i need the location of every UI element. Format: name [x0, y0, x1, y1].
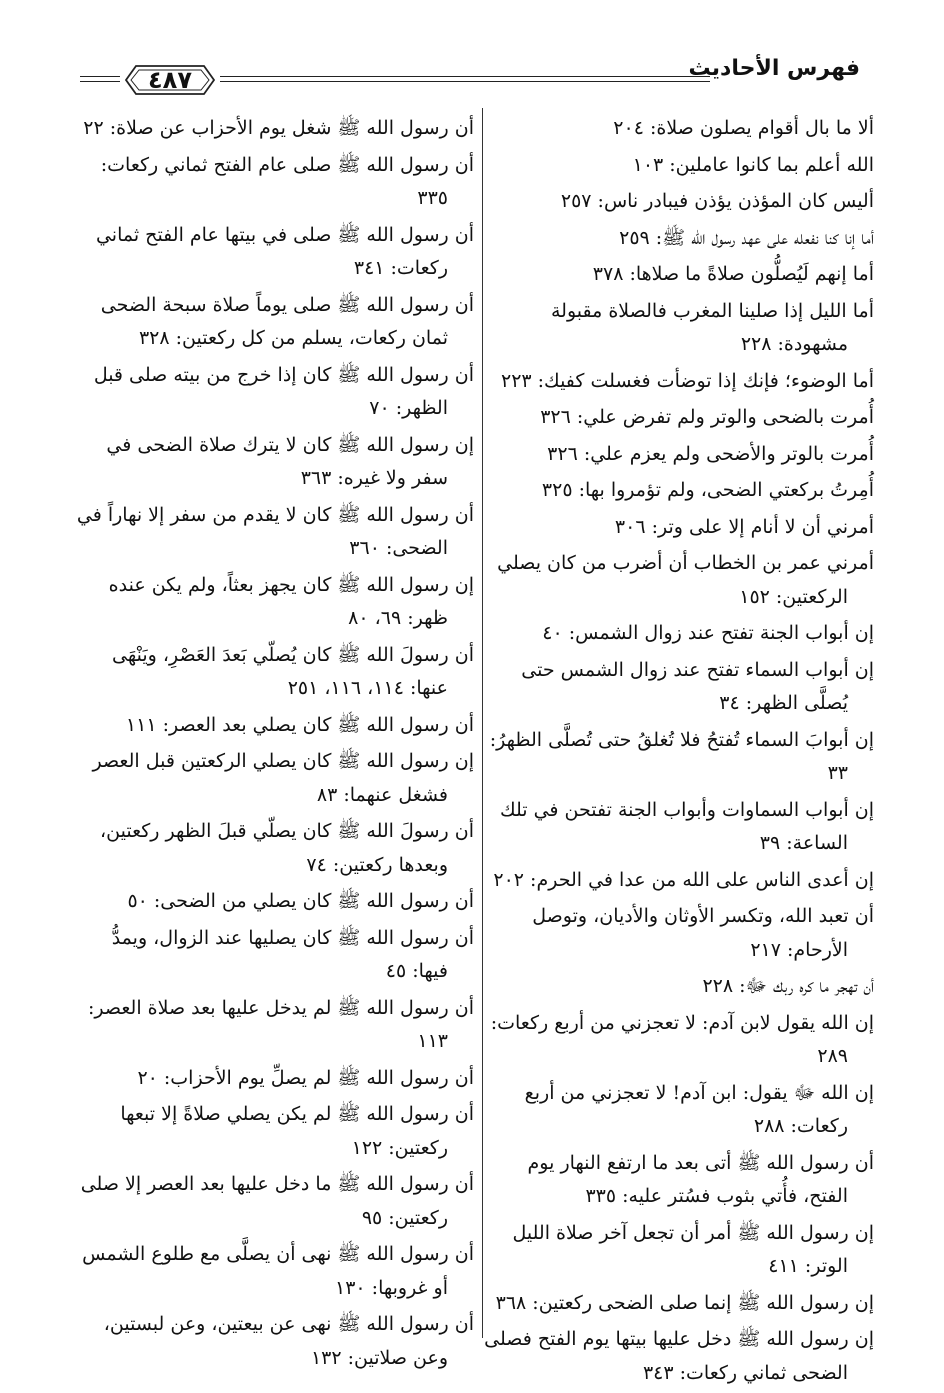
index-entry: إن رسول الله ﷺ إنما صلى الضحى ركعتين: ٣٦٨: [495, 1291, 874, 1314]
right-column: [482, 112, 874, 1393]
index-entry: أن رسول الله ﷺ نهى أن يصلَّى مع طلوع الشمس أو غروبها: ١٣٠: [82, 1243, 474, 1299]
header-rule-top: [220, 76, 710, 77]
index-entry: أن رسول الله ﷺ لم يكن يصلي صلاةً إلا تبعها ركعتين: ١٢٢: [120, 1103, 474, 1159]
index-entry: أُمِرتُ بركعتي الضحى، ولم تؤمروا بها: ٣٢٥: [541, 479, 874, 501]
header-left-rule-top: [80, 76, 120, 77]
index-entry: إن رسول الله ﷺ كان لا يترك صلاة الضحى في سفر ولا غيره: ٣٦٣: [106, 433, 474, 489]
index-entry: إن رسول الله ﷺ دخل عليها بيتها يوم الفتح فصلى الضحى ثماني ركعات: ٣٤٣: [484, 1328, 874, 1384]
index-entry: أن تهجر ما كره ربك ﷻ: ٢٢٨: [702, 975, 874, 997]
index-entry: أما الليل إذا صلينا المغرب فالصلاة مقبولة مشهودة: ٢٢٨: [551, 299, 874, 355]
header-rule-bottom: [220, 81, 710, 82]
index-entry: أن رسول الله ﷺ صلى عام الفتح ثماني ركعات: ٣٣٥: [100, 153, 474, 209]
index-entry: إن أبواب السماوات وأبواب الجنة تفتحن في تلك الساعة: ٣٩: [499, 798, 874, 854]
index-entry: إن أبواب الجنة تفتح عند زوال الشمس: ٤٠: [542, 622, 874, 644]
index-entry: أُمرت بالضحى والوتر ولم تفرض علي: ٣٢٦: [540, 406, 874, 428]
index-entry: أن رسول الله ﷺ أتى بعد ما ارتفع النهار يوم الفتح، فأُتي بثوب فسُتر عليه: ٣٣٥: [527, 1151, 874, 1207]
index-entry: أن رسول الله ﷺ كان لا يقدم من سفر إلا نهاراً في الضحى: ٣٦٠: [76, 503, 474, 559]
index-entry: أن رسول الله ﷺ نهى عن بيعتين، وعن لبستين، وعن صلاتين: ١٣٢: [103, 1313, 474, 1369]
index-entry: أما إنهم لَيُصلُّون صلاةً ما صلاها: ٣٧٨: [592, 263, 874, 285]
index-entry: أن رسول الله ﷺ كان يصلي من الضحى: ٥٠: [127, 890, 474, 912]
page-number-frame: [122, 62, 218, 102]
index-entry: أن رسول الله ﷺ ما دخل عليها بعد العصر إلا صلى ركعتين: ٩٥: [80, 1173, 474, 1229]
index-entry: ألا ما بال أقوام يصلون صلاة: ٢٠٤: [613, 117, 874, 139]
index-entry: إن أعدى الناس على الله من عدا في الحرم: ٢٠٢: [493, 868, 874, 891]
index-entry: أما الوضوء؛ فإنك إذا توضأت فغسلت كفيك: ٢٢٣: [500, 369, 874, 392]
index-entry: أليس كان المؤذن يؤذن فيبادر ناس: ٢٥٧: [560, 190, 874, 212]
index-entry: إن الله يقول لابن آدم: لا تعجزني من أربع ركعات: ٢٨٩: [490, 1011, 874, 1067]
index-entry: أن رسول الله ﷺ شغل يوم الأحزاب عن صلاة: ٢٢: [83, 117, 474, 139]
index-entry: أن رسول الله ﷺ لم يدخل عليها بعد صلاة العصر: ١١٣: [88, 996, 474, 1052]
index-entry: إن رسول الله ﷺ أمر أن تجعل آخر صلاة الليل الوتر: ٤١١: [512, 1221, 874, 1277]
index-entry: أن رسول الله ﷺ صلى يوماً صلاة سبحة الضحى ثمان ركعات، يسلم من كل ركعتين: ٣٢٨: [100, 293, 474, 349]
index-entry: إن رسول الله ﷺ كان يصلي الركعتين قبل العصر فشغل عنهما: ٨٣: [92, 750, 474, 806]
index-entry: أن رسول الله ﷺ كان يصليها عند الزوال، ويمدُّ فيها: ٤٥: [111, 926, 474, 982]
index-entry: إن أبوابَ السماء تُفتحُ فلا تُغلقُ حتى تُصلَّى الظهرُ: ٣٣: [489, 728, 874, 784]
index-entry: أن تعبد الله، وتكسر الأوثان والأديان، وتوصل الأرحام: ٢١٧: [532, 905, 874, 961]
page-number: ٤٨٧: [148, 66, 192, 94]
index-entry: أمرني أن لا أنام إلا على وتر: ٣٠٦: [614, 515, 874, 538]
index-entry: أما إنا كنا نفعله على عهد رسول الله ﷺ: ٢٥٩: [619, 226, 874, 249]
header-left-rule-bottom: [80, 81, 120, 82]
index-entry: إن الله ﷻ يقول: ابن آدم! لا تعجزني من أربع ركعات: ٢٨٨: [524, 1081, 874, 1137]
index-entry: أن رسول الله ﷺ كان إذا خرج من بيته صلى قبل الظهر: ٧٠: [93, 363, 474, 419]
index-entry: أن رسولَ الله ﷺ كان يصلّي قبلَ الظهر ركعتين، وبعدها ركعتين: ٧٤: [100, 820, 474, 876]
left-column: [70, 112, 474, 1378]
index-entry: أن رسول الله ﷺ كان يصلي بعد العصر: ١١١: [125, 713, 474, 736]
index-entry: إن أبواب السماء تفتح عند زوال الشمس حتى يُصلَّى الظهر: ٣٤: [521, 658, 874, 714]
index-entry: أُمرت بالوتر والأضحى ولم يعزم علي: ٣٢٦: [547, 442, 874, 465]
index-entry: أن رسولَ الله ﷺ كان يُصلّي بَعدَ العَصْرِ، ويَنْهَى عنها: ١١٤، ١١٦، ٢٥١: [112, 643, 474, 699]
section-title: فهرس الأحاديث: [688, 56, 860, 81]
index-entry: أمرني عمر بن الخطاب أن أضرب من كان يصلي الركعتين: ١٥٢: [497, 552, 874, 608]
index-entry: أن رسول الله ﷺ لم يصلِّ يوم الأحزاب: ٢٠: [137, 1066, 474, 1089]
page-header: [80, 50, 860, 100]
index-entry: الله أعلم بما كانوا عاملين: ١٠٣: [632, 153, 874, 176]
index-entry: إن رسول الله ﷺ كان يجهز بعثاً، ولم يكن عنده ظهر: ٦٩، ٨٠: [108, 573, 474, 629]
index-entry: أن رسول الله ﷺ صلى في بيتها عام الفتح ثماني ركعات: ٣٤١: [95, 223, 474, 279]
